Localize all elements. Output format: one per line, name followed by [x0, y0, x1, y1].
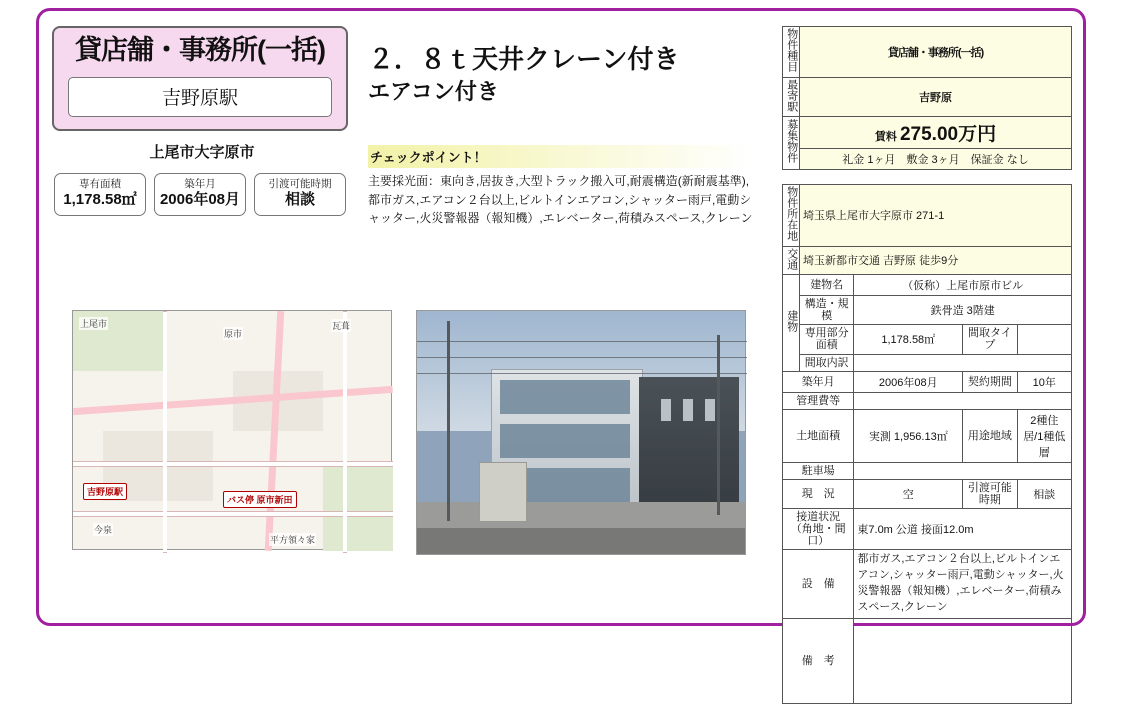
rent-prefix: 賃料	[874, 131, 897, 144]
map-label: 上尾市	[80, 319, 108, 329]
map-road	[343, 311, 347, 553]
spec-row	[52, 173, 352, 216]
table-row	[783, 325, 1072, 354]
spec-label: 引渡可能時期	[268, 177, 332, 190]
headline-block	[368, 42, 768, 107]
table-row	[783, 371, 1072, 392]
address-line: 上尾市大字原市	[149, 143, 255, 161]
area-value: 1,178.58㎡	[854, 325, 963, 354]
photo-window	[500, 424, 630, 458]
label-remarks: 備 考	[783, 619, 854, 704]
label-parking: 駐車場	[783, 462, 854, 479]
station-name: 吉野原駅	[68, 77, 332, 117]
row-label-nearest-station: 最寄駅	[783, 77, 800, 117]
spec-label: 専有面積	[79, 177, 121, 190]
contract-period-value: 10年	[1017, 371, 1071, 392]
table-row	[783, 550, 1072, 619]
remarks-value	[854, 619, 1072, 704]
photo-window	[705, 399, 715, 421]
nearest-station-value: 吉野原	[800, 77, 1072, 117]
photo-window	[683, 399, 693, 421]
layout-type-value	[1017, 325, 1071, 354]
fees-value: 礼金 1ヶ月 敷金 3ヶ月 保証金 なし	[800, 149, 1072, 170]
equipment-value: 都市ガス,エアコン２台以上,ビルトインエアコン,シャッター雨戸,電動シャッター,火災警報器（報知機）,エレベーター,荷積みスペース,クレーン	[854, 550, 1072, 619]
label-built: 築年月	[783, 371, 854, 392]
label-area: 専用部分面積	[800, 325, 854, 354]
table-spacer	[782, 170, 1072, 184]
table-row	[783, 246, 1072, 275]
label-contract-period: 契約期間	[963, 371, 1017, 392]
left-summary-column	[52, 26, 352, 216]
headline-line-1: ２．８ｔ天井クレーン付き	[368, 44, 680, 74]
table-row	[783, 296, 1072, 325]
table-row	[783, 77, 1072, 117]
row-label-location: 物件所在地	[783, 185, 800, 247]
map-label: 瓦葺	[332, 321, 351, 331]
spec-cell-area	[54, 173, 146, 216]
spec-cell-built	[154, 173, 246, 216]
photo-utility-pole	[717, 335, 720, 515]
map-pin-busstop: バス停 原市新田	[223, 491, 297, 508]
built-value: 2006年08月	[854, 371, 963, 392]
page-title: 貸店舗・事務所(一括)	[75, 35, 325, 65]
detail-table	[782, 184, 1072, 704]
structure-value: 鉄骨造 3階建	[854, 296, 1072, 325]
photo-power-line	[417, 357, 747, 358]
summary-table	[782, 26, 1072, 170]
management-fee-value	[854, 392, 1072, 409]
photo-road	[417, 528, 745, 554]
label-layout-detail: 間取内訳	[800, 354, 854, 371]
table-row	[783, 354, 1072, 371]
transport-value: 埼玉新都市交通 吉野原 徒歩9分	[800, 246, 1072, 275]
label-access-road: 接道状況（角地・間口）	[783, 509, 854, 550]
map-label: 原市	[224, 329, 243, 339]
table-row	[783, 27, 1072, 78]
table-row	[783, 479, 1072, 508]
label-handover: 引渡可能時期	[963, 479, 1017, 508]
label-status: 現 況	[783, 479, 854, 508]
label-building-name: 建物名	[800, 275, 854, 296]
land-area-value: 実測 1,956.13㎡	[854, 409, 963, 462]
row-label-transport: 交通	[783, 246, 800, 275]
photo-window	[500, 380, 630, 414]
row-label-target-property: 募集物件	[783, 117, 800, 170]
building-name-value: （仮称）上尾市原市ビル	[854, 275, 1072, 296]
table-row	[783, 185, 1072, 247]
spec-value: 相談	[284, 191, 315, 209]
photo-window	[661, 399, 671, 421]
table-row	[783, 117, 1072, 149]
photo-utility-box	[479, 462, 527, 522]
layout-detail-value	[854, 354, 1072, 371]
map-pin-station: 吉野原駅	[83, 483, 127, 500]
building-exterior-photo	[416, 310, 746, 555]
photo-power-line	[417, 373, 747, 374]
table-row	[783, 509, 1072, 550]
map-green-area	[323, 461, 393, 551]
row-label-building: 建物	[783, 275, 800, 371]
spec-label: 築年月	[184, 177, 216, 190]
right-detail-panel	[782, 26, 1072, 704]
headline-line-2: エアコン付き	[368, 79, 499, 105]
table-row	[783, 149, 1072, 170]
photo-power-line	[417, 341, 747, 342]
location-map-image	[72, 310, 392, 550]
label-management-fee: 管理費等	[783, 392, 854, 409]
label-equipment: 設 備	[783, 550, 854, 619]
property-title-box	[52, 26, 348, 131]
label-land-area: 土地面積	[783, 409, 854, 462]
photo-building-dark	[639, 377, 739, 517]
status-value: 空	[854, 479, 963, 508]
table-row	[783, 409, 1072, 462]
table-row	[783, 392, 1072, 409]
checkpoint-body: 主要採光面：東向き,居抜き,大型トラック搬入可,耐震構造(新耐震基準),都市ガス,エアコン２台以上,ビルトインエアコン,シャッター雨戸,電動シャッター,火災警報器（報知機）,エレベーター,荷積みスペース,クレーン	[368, 174, 753, 226]
checkpoint-title: チェックポイント！	[368, 145, 758, 168]
label-structure: 構造・規模	[800, 296, 854, 325]
map-road	[163, 311, 167, 553]
map-label: 平方領々家	[270, 535, 316, 545]
spec-cell-handover	[254, 173, 346, 216]
spec-value: 1,178.58㎡	[63, 191, 137, 209]
parking-value	[854, 462, 1072, 479]
location-value: 埼玉県上尾市大字原市 271-1	[800, 185, 1072, 247]
access-road-value: 東7.0m 公道 接面12.0m	[854, 509, 1072, 550]
handover-value: 相談	[1017, 479, 1071, 508]
rent-amount: 275.00万円	[899, 124, 997, 146]
photo-utility-pole	[447, 321, 450, 521]
table-row	[783, 619, 1072, 704]
use-district-value: 2種住居/1種低層	[1017, 409, 1071, 462]
property-type-value: 貸店舗・事務所(一括)	[800, 27, 1072, 78]
rent-value	[800, 117, 1072, 149]
row-label-property-type: 物件種目	[783, 27, 800, 78]
label-layout-type: 間取タイプ	[963, 325, 1017, 354]
map-label: 今泉	[94, 525, 113, 535]
label-use-district: 用途地域	[963, 409, 1017, 462]
spec-value: 2006年08月	[159, 191, 241, 209]
table-row	[783, 275, 1072, 296]
table-row	[783, 462, 1072, 479]
